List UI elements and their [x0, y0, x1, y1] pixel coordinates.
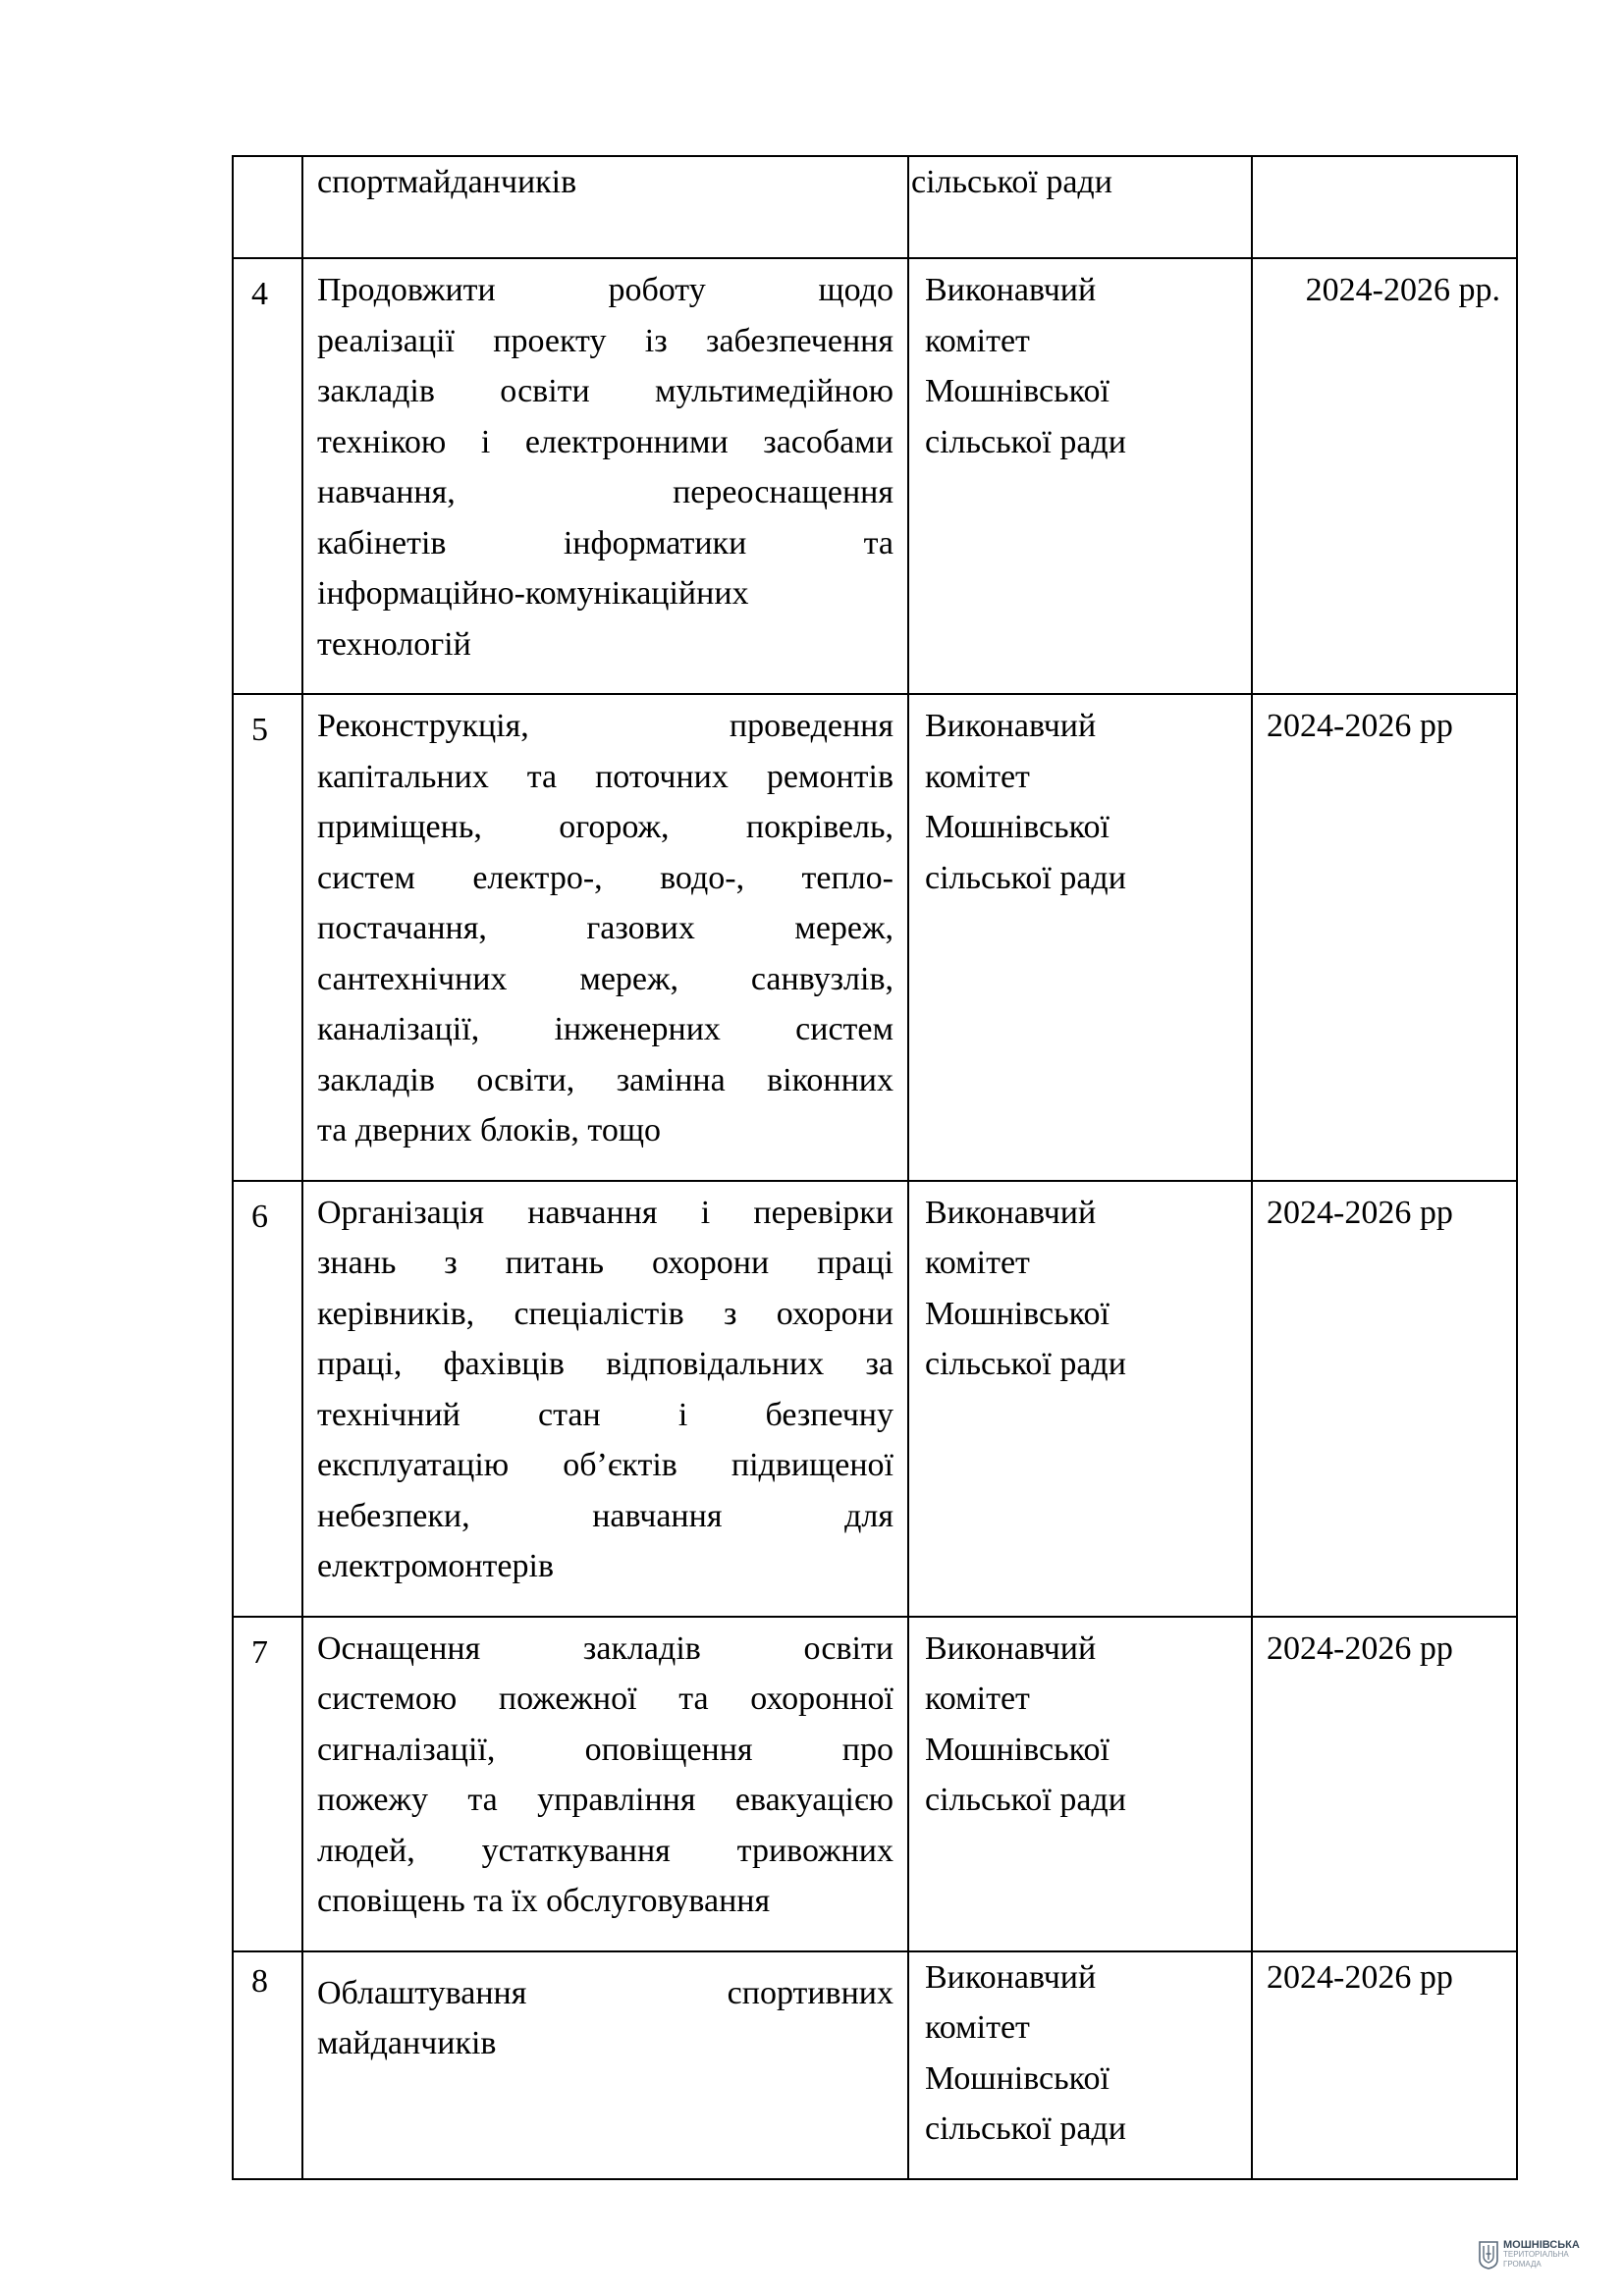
task-cell — [302, 1951, 908, 2179]
executor-line: сільської ради — [925, 2110, 1126, 2147]
task-line: та дверних блоків, тощо — [317, 1112, 662, 1148]
task-line: небезпеки, навчання для — [317, 1497, 893, 1534]
community-logo — [1478, 2240, 1580, 2269]
task-line: Оснащення закладів освіти — [317, 1629, 893, 1667]
executor-line: Мошнівської — [925, 809, 1110, 845]
table-row — [233, 1617, 1517, 1951]
task-line: кабінетів інформатики та — [317, 524, 893, 561]
term-text: 2024-2026 рр — [1267, 708, 1453, 744]
executor-cell — [908, 258, 1252, 694]
task-line: технічний стан і безпечну — [317, 1396, 893, 1433]
term-cell — [1252, 1951, 1517, 2179]
executor-line: Мошнівської — [925, 1295, 1110, 1332]
executor-line: комітет — [925, 1681, 1030, 1717]
row-number: 5 — [251, 712, 268, 748]
table-row — [233, 1181, 1517, 1617]
task-line: реалізації проекту із забезпечення — [317, 322, 893, 359]
task-line: закладів освіти мультимедійною — [317, 373, 893, 409]
task-line: технологій — [317, 625, 471, 663]
table-row — [233, 258, 1517, 694]
executor-text: сільської ради — [911, 164, 1112, 200]
term-cell — [1252, 156, 1517, 258]
term-text: 2024-2026 рр — [1267, 1194, 1453, 1231]
term-text: 2024-2026 рр. — [1305, 272, 1500, 308]
task-line: постачання, газових мереж, — [317, 910, 893, 946]
term-cell — [1252, 694, 1517, 1181]
task-line: Облаштування спортивних — [317, 1974, 893, 2011]
task-line: Продовжити роботу щодо — [317, 272, 893, 308]
task-line: експлуатацію об’єктів підвищеної — [317, 1447, 893, 1483]
executor-line: Мошнівської — [925, 373, 1110, 409]
table-row — [233, 694, 1517, 1181]
row-number-cell — [233, 258, 302, 694]
task-line: закладів освіти, замінна віконних — [317, 1061, 893, 1098]
executor-cell — [908, 1617, 1252, 1951]
executor-line: комітет — [925, 1245, 1030, 1281]
row-number: 4 — [251, 276, 268, 312]
executor-line: комітет — [925, 758, 1030, 795]
task-line: навчання, переоснащення — [317, 474, 893, 510]
term-cell — [1252, 258, 1517, 694]
executor-line: сільської ради — [925, 859, 1126, 896]
row-number: 6 — [251, 1198, 268, 1235]
row-number-cell — [233, 1181, 302, 1617]
executor-cell — [908, 694, 1252, 1181]
task-line: сантехнічних мереж, санвузлів, — [317, 960, 893, 997]
executor-line: Виконавчий — [925, 1194, 1097, 1231]
row-number-cell — [233, 1617, 302, 1951]
task-cell — [302, 1181, 908, 1617]
task-line: сповіщень та їх обслуговування — [317, 1883, 771, 1919]
executor-line: сільської ради — [925, 1346, 1126, 1382]
term-cell — [1252, 1617, 1517, 1951]
task-cell — [302, 156, 908, 258]
task-line: технікою і електронними засобами — [317, 423, 893, 460]
executor-cell — [908, 156, 1252, 258]
executor-line: сільської ради — [925, 1782, 1126, 1818]
term-text: 2024-2026 рр — [1267, 1958, 1453, 1996]
executor-line: Мошнівської — [925, 1731, 1110, 1768]
task-line: людей, устаткування тривожних — [317, 1832, 893, 1869]
executor-cell — [908, 1951, 1252, 2179]
executor-line: сільської ради — [925, 423, 1126, 460]
logo-subtitle: ТЕРИТОРІАЛЬНА — [1503, 2250, 1569, 2259]
task-line: капітальних та поточних ремонтів — [317, 758, 893, 795]
term-text: 2024-2026 рр — [1267, 1629, 1453, 1667]
logo-subtitle: ГРОМАДА — [1503, 2260, 1542, 2269]
task-line: системою пожежної та охоронної — [317, 1681, 893, 1717]
row-number-cell — [233, 1951, 302, 2179]
executor-line: комітет — [925, 322, 1030, 359]
row-number: 8 — [251, 1962, 268, 2000]
program-measures-table — [232, 155, 1518, 2180]
logo-text — [1503, 2240, 1580, 2269]
task-line: праці, фахівців відповідальних за — [317, 1346, 893, 1382]
task-line: знань з питань охорони праці — [317, 1245, 893, 1281]
executor-line: Мошнівської — [925, 2059, 1110, 2097]
task-line: майданчиків — [317, 2025, 497, 2061]
executor-cell — [908, 1181, 1252, 1617]
row-number: 7 — [251, 1633, 268, 1671]
executor-line: Виконавчий — [925, 1958, 1097, 1996]
task-cell — [302, 1617, 908, 1951]
task-line: Організація навчання і перевірки — [317, 1194, 893, 1231]
task-line: керівників, спеціалістів з охорони — [317, 1295, 893, 1332]
task-line: пожежу та управління евакуацією — [317, 1782, 893, 1818]
executor-line: Виконавчий — [925, 708, 1097, 744]
row-number-cell — [233, 156, 302, 258]
table-row-continuation — [233, 156, 1517, 258]
term-cell — [1252, 1181, 1517, 1617]
task-line: каналізації, інженерних систем — [317, 1011, 893, 1047]
task-cell — [302, 258, 908, 694]
logo-title: МОШНІВСЬКА — [1503, 2239, 1580, 2251]
task-line: Реконструкція, проведення — [317, 708, 893, 744]
task-line: сигналізації, оповіщення про — [317, 1731, 893, 1768]
row-number-cell — [233, 694, 302, 1181]
task-line: інформаційно-комунікаційних — [317, 575, 749, 612]
table-row — [233, 1951, 1517, 2179]
task-cell — [302, 694, 908, 1181]
table-body — [233, 156, 1517, 2179]
trident-emblem-icon — [1478, 2240, 1499, 2269]
task-line: електромонтерів — [317, 1548, 555, 1584]
executor-line: Виконавчий — [925, 1629, 1097, 1667]
task-line: приміщень, огорож, покрівель, — [317, 809, 893, 845]
task-text: спортмайданчиків — [317, 164, 577, 200]
executor-line: комітет — [925, 2009, 1030, 2046]
task-line: систем електро-, водо-, тепло- — [317, 859, 893, 896]
executor-line: Виконавчий — [925, 272, 1097, 308]
